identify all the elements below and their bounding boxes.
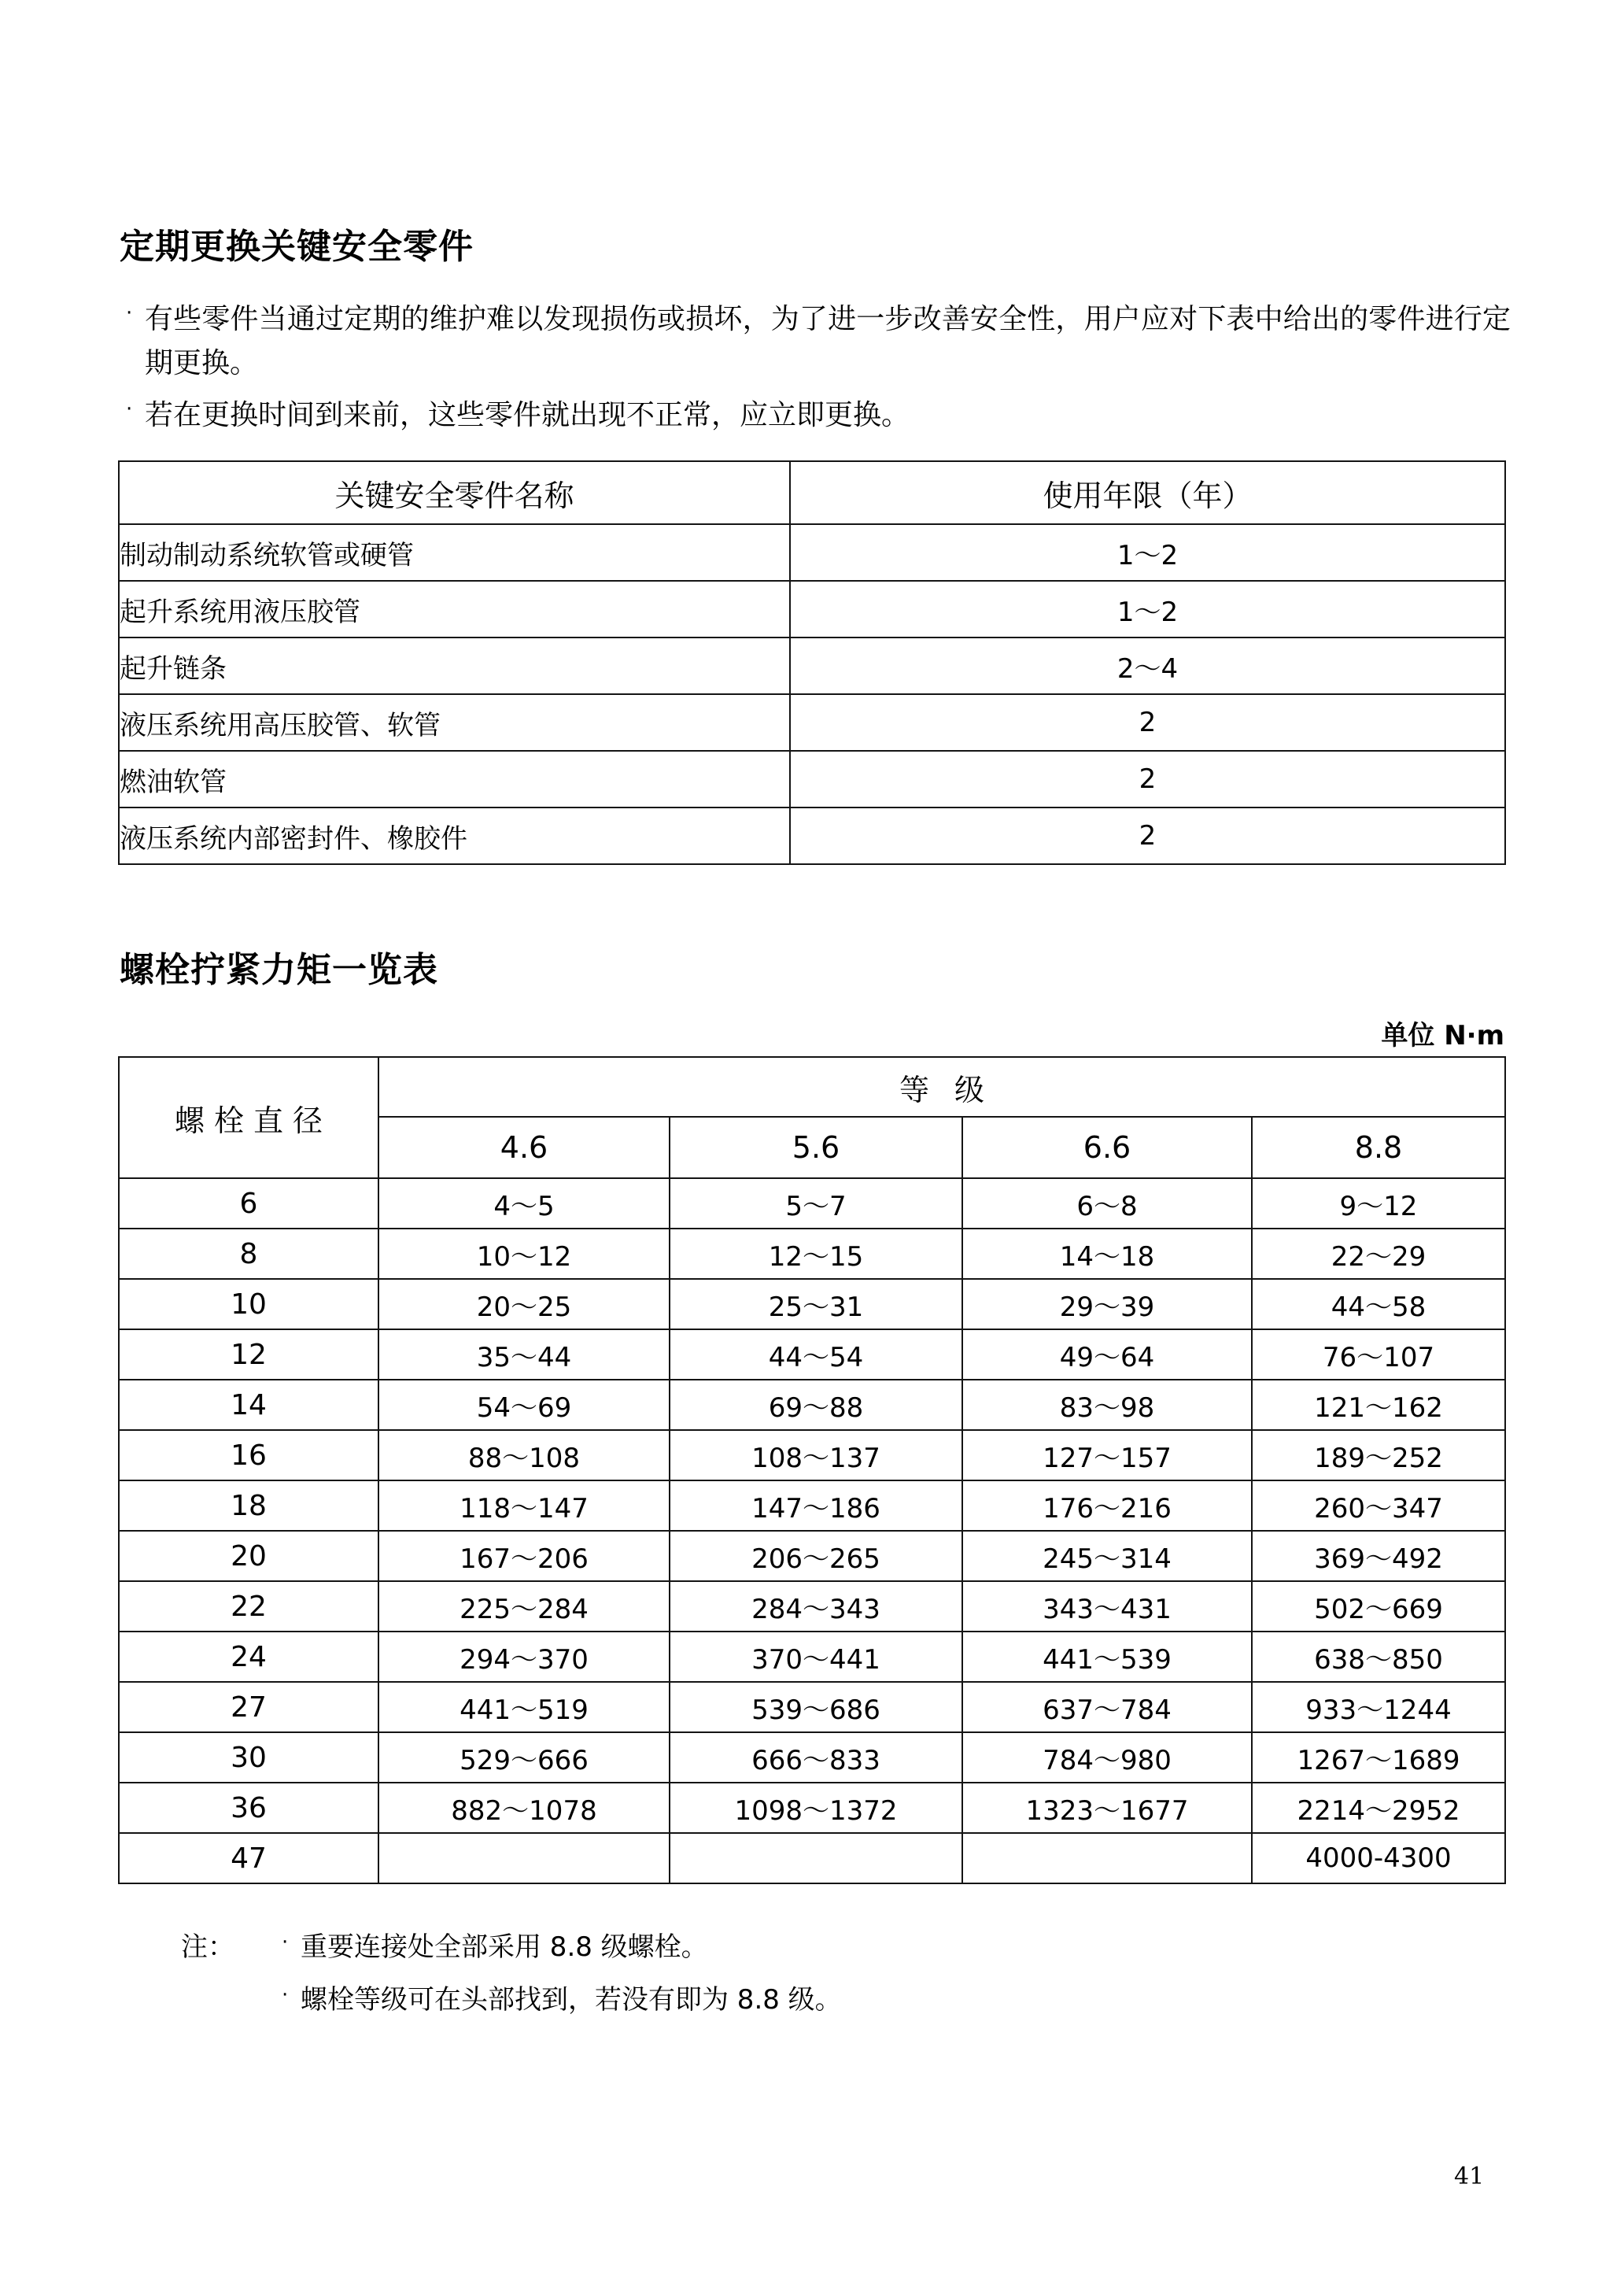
column-header-part-name: 关键安全零件名称	[119, 461, 790, 524]
cell-torque-8-8: 2214～2952	[1252, 1783, 1505, 1833]
table-row	[119, 1229, 1505, 1279]
column-header-grade-8-8: 8.8	[1252, 1117, 1505, 1178]
cell-torque-6-6: 784～980	[962, 1732, 1252, 1783]
cell-part-name: 起升链条	[119, 638, 790, 694]
cell-torque-4-6: 225～284	[378, 1581, 670, 1632]
cell-torque-8-8: 22～29	[1252, 1229, 1505, 1279]
table-header-row-grade-group	[119, 1057, 1505, 1117]
column-header-grade-group: 等级	[378, 1057, 1505, 1117]
cell-bolt-diameter: 20	[119, 1531, 378, 1581]
cell-part-name: 液压系统用高压胶管、软管	[119, 694, 790, 751]
cell-bolt-diameter: 8	[119, 1229, 378, 1279]
cell-bolt-diameter: 16	[119, 1430, 378, 1480]
table-row	[119, 524, 1505, 581]
table-row	[119, 1833, 1505, 1883]
cell-bolt-diameter: 22	[119, 1581, 378, 1632]
cell-torque-6-6: 343～431	[962, 1581, 1252, 1632]
cell-part-name: 液压系统内部密封件、橡胶件	[119, 808, 790, 864]
section-1-bullet-list	[126, 298, 1511, 445]
bullet-item	[126, 394, 1511, 438]
table-row	[119, 1380, 1505, 1430]
cell-service-life: 2	[790, 751, 1505, 808]
bullet-text: 若在更换时间到来前，这些零件就出现不正常，应立即更换。	[145, 399, 910, 432]
cell-torque-6-6: 6～8	[962, 1178, 1252, 1229]
cell-torque-4-6: 88～108	[378, 1430, 670, 1480]
cell-torque-6-6: 441～539	[962, 1632, 1252, 1682]
cell-part-name: 燃油软管	[119, 751, 790, 808]
cell-torque-8-8: 1267～1689	[1252, 1732, 1505, 1783]
cell-torque-4-6: 118～147	[378, 1480, 670, 1531]
cell-torque-5-6: 12～15	[670, 1229, 962, 1279]
cell-torque-6-6: 127～157	[962, 1430, 1252, 1480]
table-row	[119, 638, 1505, 694]
cell-torque-4-6: 441～519	[378, 1682, 670, 1732]
cell-part-name: 制动制动系统软管或硬管	[119, 524, 790, 581]
table-row	[119, 808, 1505, 864]
section-1-heading: 定期更换关键安全零件	[120, 227, 474, 267]
column-header-bolt-diameter: 螺栓直径	[119, 1057, 378, 1178]
cell-torque-5-6: 1098～1372	[670, 1783, 962, 1833]
cell-torque-8-8: 933～1244	[1252, 1682, 1505, 1732]
notes-row	[181, 1927, 1361, 2031]
table-row	[119, 1783, 1505, 1833]
table-row	[119, 1480, 1505, 1531]
cell-torque-5-6: 44～54	[670, 1329, 962, 1380]
cell-torque-4-6: 529～666	[378, 1732, 670, 1783]
unit-label: 单位 N·m	[1381, 1020, 1504, 1051]
cell-torque-8-8: 44～58	[1252, 1279, 1505, 1329]
cell-bolt-diameter: 14	[119, 1380, 378, 1430]
table-row	[119, 694, 1505, 751]
table-header-row	[119, 461, 1505, 524]
notes-items	[282, 1927, 1361, 2031]
page-number: 41	[1454, 2163, 1485, 2190]
table-row	[119, 1531, 1505, 1581]
cell-service-life: 2～4	[790, 638, 1505, 694]
cell-torque-5-6: 147～186	[670, 1480, 962, 1531]
cell-bolt-diameter: 12	[119, 1329, 378, 1380]
cell-bolt-diameter: 36	[119, 1783, 378, 1833]
cell-bolt-diameter: 10	[119, 1279, 378, 1329]
column-header-grade-5-6: 5.6	[670, 1117, 962, 1178]
cell-torque-6-6: 637～784	[962, 1682, 1252, 1732]
cell-bolt-diameter: 47	[119, 1833, 378, 1883]
cell-torque-8-8: 369～492	[1252, 1531, 1505, 1581]
notes-block	[181, 1927, 1361, 2031]
cell-torque-8-8: 76～107	[1252, 1329, 1505, 1380]
cell-torque-4-6	[378, 1833, 670, 1883]
cell-torque-4-6: 35～44	[378, 1329, 670, 1380]
table-row	[119, 1632, 1505, 1682]
cell-service-life: 1～2	[790, 524, 1505, 581]
table-row	[119, 1329, 1505, 1380]
column-header-service-life: 使用年限（年）	[790, 461, 1505, 524]
table-row	[119, 751, 1505, 808]
cell-torque-8-8: 260～347	[1252, 1480, 1505, 1531]
note-text: 螺栓等级可在头部找到，若没有即为 8.8 级。	[301, 1983, 842, 2016]
cell-torque-4-6: 294～370	[378, 1632, 670, 1682]
bullet-marker-icon: ·	[126, 301, 133, 325]
cell-torque-4-6: 167～206	[378, 1531, 670, 1581]
cell-torque-8-8: 4000-4300	[1252, 1833, 1505, 1883]
safety-parts-table	[118, 460, 1506, 865]
note-text: 重要连接处全部采用 8.8 级螺栓。	[301, 1931, 708, 1963]
cell-torque-8-8: 189～252	[1252, 1430, 1505, 1480]
cell-torque-8-8: 502～669	[1252, 1581, 1505, 1632]
cell-torque-4-6: 4～5	[378, 1178, 670, 1229]
table-row	[119, 1732, 1505, 1783]
cell-torque-5-6: 5～7	[670, 1178, 962, 1229]
cell-torque-6-6: 14～18	[962, 1229, 1252, 1279]
cell-torque-6-6: 29～39	[962, 1279, 1252, 1329]
cell-torque-6-6: 245～314	[962, 1531, 1252, 1581]
cell-part-name: 起升系统用液压胶管	[119, 581, 790, 638]
cell-torque-8-8: 9～12	[1252, 1178, 1505, 1229]
cell-bolt-diameter: 27	[119, 1682, 378, 1732]
cell-bolt-diameter: 24	[119, 1632, 378, 1682]
cell-torque-5-6: 108～137	[670, 1430, 962, 1480]
cell-torque-5-6: 25～31	[670, 1279, 962, 1329]
column-header-grade-4-6: 4.6	[378, 1117, 670, 1178]
notes-label: 注：	[181, 1931, 234, 1963]
cell-torque-5-6: 666～833	[670, 1732, 962, 1783]
column-header-grade-6-6: 6.6	[962, 1117, 1252, 1178]
bolt-torque-table	[118, 1056, 1506, 1884]
table-row	[119, 581, 1505, 638]
note-item	[282, 1979, 1361, 2021]
cell-torque-4-6: 10～12	[378, 1229, 670, 1279]
cell-bolt-diameter: 18	[119, 1480, 378, 1531]
bullet-item	[126, 298, 1511, 386]
cell-service-life: 2	[790, 808, 1505, 864]
table-row	[119, 1279, 1505, 1329]
cell-torque-6-6: 83～98	[962, 1380, 1252, 1430]
bullet-marker-icon: ·	[282, 1983, 289, 2007]
cell-bolt-diameter: 30	[119, 1732, 378, 1783]
bullet-marker-icon: ·	[126, 397, 133, 422]
cell-torque-6-6	[962, 1833, 1252, 1883]
note-item	[282, 1927, 1361, 1968]
cell-service-life: 2	[790, 694, 1505, 751]
cell-torque-6-6: 176～216	[962, 1480, 1252, 1531]
cell-torque-4-6: 882～1078	[378, 1783, 670, 1833]
cell-torque-8-8: 121～162	[1252, 1380, 1505, 1430]
cell-torque-8-8: 638～850	[1252, 1632, 1505, 1682]
bullet-marker-icon: ·	[282, 1931, 289, 1954]
bullet-text: 有些零件当通过定期的维护难以发现损伤或损坏，为了进一步改善安全性，用户应对下表中给出的零件进行定期更换。	[145, 303, 1511, 380]
table-row	[119, 1682, 1505, 1732]
cell-torque-6-6: 49～64	[962, 1329, 1252, 1380]
cell-torque-4-6: 54～69	[378, 1380, 670, 1430]
cell-bolt-diameter: 6	[119, 1178, 378, 1229]
cell-torque-5-6: 69～88	[670, 1380, 962, 1430]
cell-torque-5-6: 206～265	[670, 1531, 962, 1581]
cell-torque-5-6	[670, 1833, 962, 1883]
cell-torque-6-6: 1323～1677	[962, 1783, 1252, 1833]
cell-torque-4-6: 20～25	[378, 1279, 670, 1329]
table-row	[119, 1430, 1505, 1480]
section-2-heading: 螺栓拧紧力矩一览表	[120, 950, 438, 990]
table-row	[119, 1178, 1505, 1229]
cell-torque-5-6: 539～686	[670, 1682, 962, 1732]
cell-service-life: 1～2	[790, 581, 1505, 638]
cell-torque-5-6: 370～441	[670, 1632, 962, 1682]
table-row	[119, 1581, 1505, 1632]
cell-torque-5-6: 284～343	[670, 1581, 962, 1632]
